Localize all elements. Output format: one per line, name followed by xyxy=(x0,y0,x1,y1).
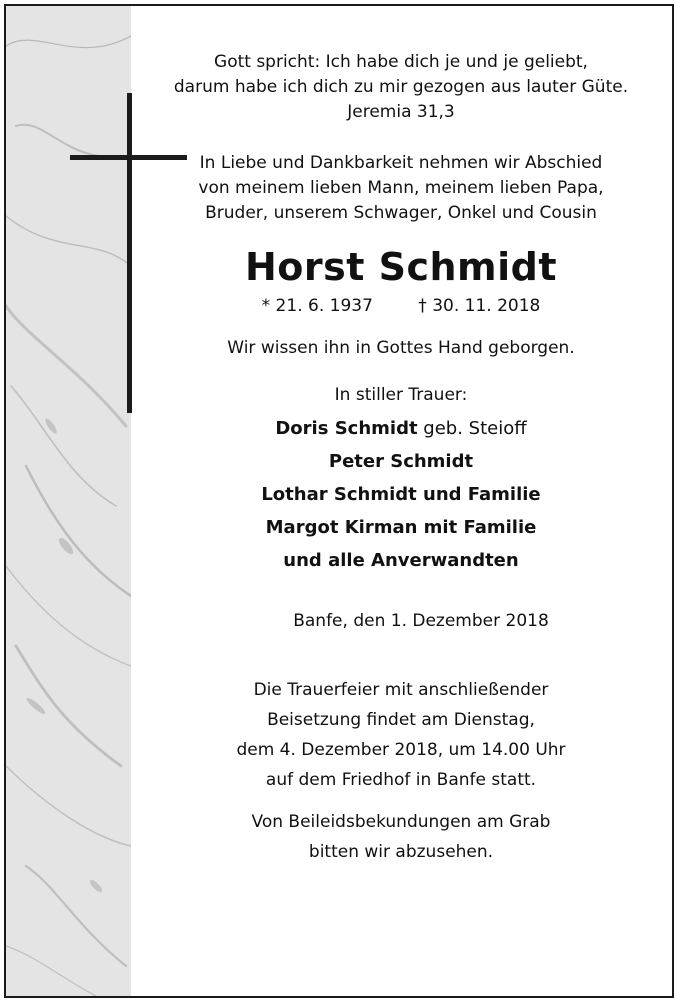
mourner-name: Doris Schmidt xyxy=(275,418,418,439)
place-and-date: Banfe, den 1. Dezember 2018 xyxy=(293,611,549,631)
verse-reference: Jeremia 31,3 xyxy=(347,102,455,122)
bible-verse xyxy=(141,50,661,125)
mourner-entry xyxy=(141,412,661,445)
service-line: dem 4. Dezember 2018, um 14.00 Uhr xyxy=(236,740,566,760)
life-dates xyxy=(141,294,661,318)
condolence-note xyxy=(141,807,661,867)
condolence-line: bitten wir abzusehen. xyxy=(308,842,494,862)
farewell-line: In Liebe und Dankbarkeit nehmen wir Abschied xyxy=(199,153,603,173)
mourner-entry: Margot Kirman mit Familie xyxy=(265,517,537,538)
cross-vertical-bar xyxy=(127,93,132,413)
mourner-entry: und alle Anverwandten xyxy=(283,550,519,571)
service-line: Beisetzung findet am Dienstag, xyxy=(267,710,535,730)
condolence-line: Von Beileidsbekundungen am Grab xyxy=(251,812,551,832)
service-line: Die Trauerfeier mit anschließender xyxy=(253,680,549,700)
obituary-notice xyxy=(4,4,674,998)
farewell-text xyxy=(141,151,661,226)
mourner-entry: Peter Schmidt xyxy=(328,451,474,472)
verse-line: darum habe ich dich zu mir gezogen aus lauter Güte. xyxy=(173,77,629,97)
mourning-intro: In stiller Trauer: xyxy=(334,385,468,405)
hope-line: Wir wissen ihn in Gottes Hand geborgen. xyxy=(227,338,575,358)
farewell-line: von meinem lieben Mann, meinem lieben Papa, xyxy=(198,178,604,198)
mourner-entry: Lothar Schmidt und Familie xyxy=(261,484,541,505)
mourners-list xyxy=(141,412,661,577)
funeral-service-info xyxy=(141,675,661,795)
maiden-name: geb. Steioff xyxy=(423,418,527,439)
death-date: † 30. 11. 2018 xyxy=(418,296,541,316)
service-line: auf dem Friedhof in Banfe statt. xyxy=(265,770,537,790)
verse-line: Gott spricht: Ich habe dich je und je geliebt, xyxy=(214,52,588,72)
birth-date: * 21. 6. 1937 xyxy=(261,296,373,316)
deceased-name: Horst Schmidt xyxy=(244,245,558,289)
notice-text xyxy=(141,6,661,867)
farewell-line: Bruder, unserem Schwager, Onkel und Cousin xyxy=(205,203,597,223)
